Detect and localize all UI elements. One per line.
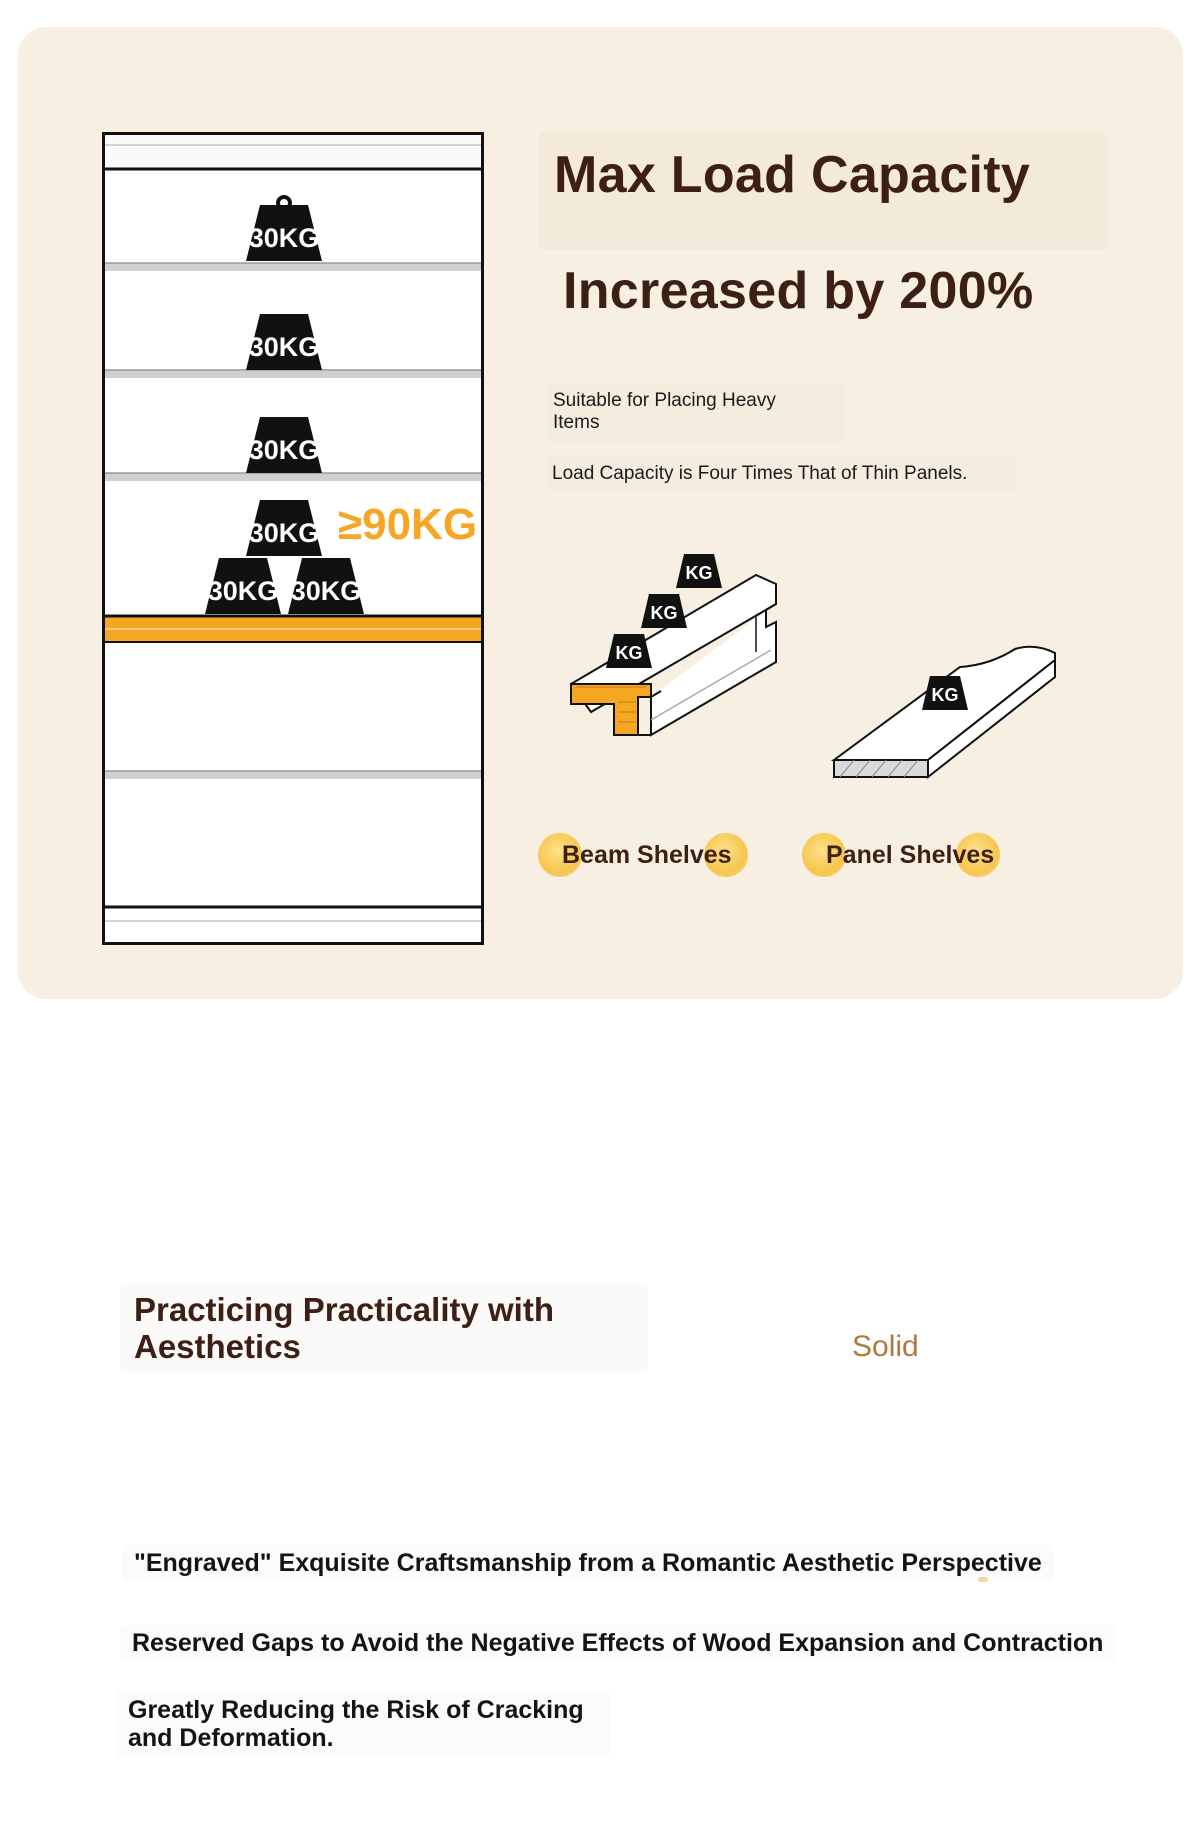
title-line-2: Increased by 200% bbox=[563, 262, 1034, 320]
weight-label: 30KG bbox=[207, 576, 279, 606]
weight-label: 30KG bbox=[248, 223, 320, 253]
panel-shelves-text: Panel Shelves bbox=[826, 841, 995, 869]
kg-label: KG bbox=[931, 685, 959, 705]
kg-weight-icon bbox=[922, 676, 968, 710]
weight-label: 30KG bbox=[248, 518, 320, 548]
subtitle-heavy-items: Suitable for Placing Heavy Items bbox=[553, 390, 776, 433]
cabinet-illustration bbox=[102, 132, 484, 945]
load-capacity-card bbox=[18, 27, 1183, 999]
orange-beam-shelf bbox=[105, 616, 481, 642]
kg-weight-icon bbox=[606, 634, 652, 668]
reserved-gaps-text: Reserved Gaps to Avoid the Negative Effects of Wood Expansion and Contraction bbox=[120, 1625, 1115, 1661]
beam-shelves-label bbox=[538, 827, 748, 883]
weight-label: 30KG bbox=[248, 332, 320, 362]
reduce-cracking-text: Greatly Reducing the Risk of Cracking and Deformation. bbox=[116, 1692, 610, 1756]
craft-section-title: Practicing Practicality with Aesthetics bbox=[120, 1283, 648, 1373]
weight-label: 30KG bbox=[290, 576, 362, 606]
kg-weight-icon bbox=[641, 594, 687, 628]
beam-shelf-illustration bbox=[566, 552, 796, 797]
total-load-label: ≥90KG bbox=[338, 500, 478, 549]
weight-label: 30KG bbox=[248, 435, 320, 465]
kg-label: KG bbox=[685, 563, 713, 583]
kg-weight-icon bbox=[676, 554, 722, 588]
decorative-mark bbox=[978, 1577, 988, 1582]
subtitle-four-times: Load Capacity is Four Times That of Thin Panels. bbox=[552, 463, 968, 484]
beam-shelves-text: Beam Shelves bbox=[562, 841, 732, 869]
engraved-craftsmanship-text: "Engraved" Exquisite Craftsmanship from a Romantic Aesthetic Perspective bbox=[122, 1545, 1054, 1581]
panel-shelves-label bbox=[802, 827, 1012, 883]
panel-shelf-illustration bbox=[830, 607, 1070, 792]
kg-label: KG bbox=[650, 603, 678, 623]
solid-label: Solid bbox=[852, 1330, 919, 1363]
kg-label: KG bbox=[615, 643, 643, 663]
title-line-1: Max Load Capacity bbox=[554, 146, 1031, 204]
